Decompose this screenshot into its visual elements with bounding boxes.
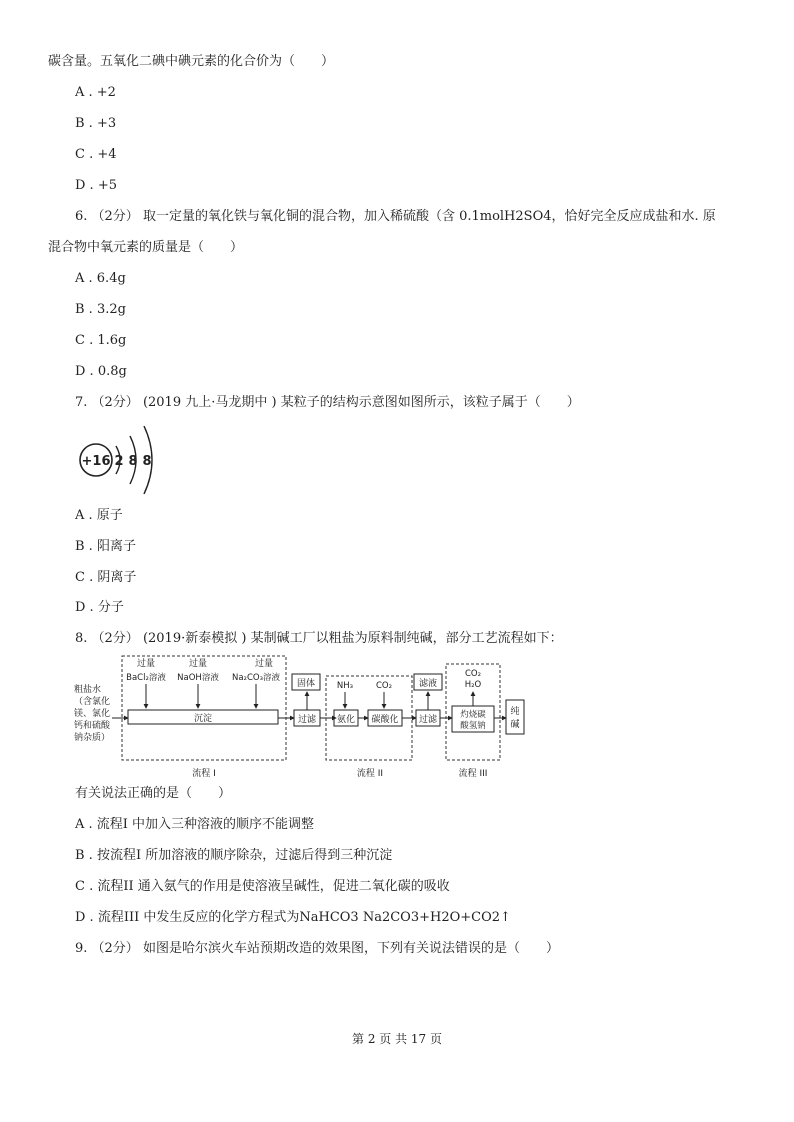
q6-option-a[interactable]: A . 6.4g bbox=[75, 271, 126, 286]
filter-1-label: 过滤 bbox=[297, 715, 317, 725]
filtrate-label: 滤液 bbox=[418, 679, 438, 689]
gas-co2: CO₂ bbox=[464, 669, 482, 679]
q8-stem: 8. （2分） (2019·新泰模拟 ) 某制碱工厂以粗盐为原料制纯碱，部分工艺流程如下： bbox=[75, 631, 563, 646]
process-3-label: 流程 III bbox=[458, 769, 488, 779]
q8-question: 有关说法正确的是（ ） bbox=[75, 786, 232, 801]
precipitation-label: 沉淀 bbox=[193, 714, 213, 724]
q5-option-d[interactable]: D . +5 bbox=[75, 178, 117, 193]
q7-option-b[interactable]: B . 阳离子 bbox=[75, 539, 136, 554]
input-line-4: 钙和硫酸 bbox=[74, 721, 111, 731]
page-footer: 第 2 页 共 17 页 bbox=[352, 1032, 442, 1046]
nucleus-charge: +16 bbox=[81, 454, 111, 469]
input-line-3: 镁、氯化 bbox=[74, 709, 111, 719]
carbonation-label: 碳酸化 bbox=[371, 715, 399, 725]
excess-1: 过量 bbox=[136, 659, 156, 669]
nh3-label: NH₃ bbox=[336, 681, 354, 691]
input-line-5: 钠杂质） bbox=[74, 733, 111, 743]
calcination-line-2: 酸氢钠 bbox=[460, 721, 486, 731]
input-line-1: 粗盐水 bbox=[74, 685, 102, 695]
co2-label: CO₂ bbox=[375, 681, 393, 691]
q8-option-a[interactable]: A . 流程I 中加入三种溶液的顺序不能调整 bbox=[75, 817, 315, 832]
atom-structure-diagram bbox=[70, 418, 180, 498]
reagent-na2co3: Na₂CO₃溶液 bbox=[231, 673, 281, 683]
q5-option-b[interactable]: B . +3 bbox=[75, 116, 117, 131]
q7-option-a[interactable]: A . 原子 bbox=[75, 508, 123, 523]
reagent-naoh: NaOH溶液 bbox=[177, 673, 219, 683]
q9-stem: 9. （2分） 如图是哈尔滨火车站预期改造的效果图，下列有关说法错误的是（ ） bbox=[75, 941, 559, 956]
ammoniation-label: 氨化 bbox=[336, 715, 356, 725]
q6-stem: 6. （2分） 取一定量的氧化铁与氧化铜的混合物，加入稀硫酸（含 0.1molH2SO4，恰好完全反应成盐和水. 原 bbox=[75, 209, 716, 224]
process-1-label: 流程 I bbox=[192, 769, 216, 779]
excess-2: 过量 bbox=[188, 659, 208, 669]
process-2-label: 流程 II bbox=[356, 769, 384, 779]
solid-label: 固体 bbox=[296, 679, 316, 689]
shell-2-electrons: 8 bbox=[128, 454, 138, 469]
filter-2-label: 过滤 bbox=[418, 715, 438, 725]
q8-option-d[interactable]: D . 流程III 中发生反应的化学方程式为NaHCO3 Na2CO3+H2O+CO2↑ bbox=[75, 910, 511, 925]
reagent-bacl2: BaCl₂溶液 bbox=[126, 673, 166, 683]
q6-option-d[interactable]: D . 0.8g bbox=[75, 364, 127, 379]
q8-option-c[interactable]: C . 流程II 通入氨气的作用是使溶液呈碱性，促进二氧化碳的吸收 bbox=[75, 879, 450, 894]
excess-3: 过量 bbox=[254, 659, 274, 669]
q7-option-d[interactable]: D . 分子 bbox=[75, 600, 124, 615]
q6-stem-cont: 混合物中氧元素的质量是（ ） bbox=[48, 240, 244, 255]
q8-option-b[interactable]: B . 按流程I 所加溶液的顺序除杂，过滤后得到三种沉淀 bbox=[75, 848, 393, 863]
gas-h2o: H₂O bbox=[464, 680, 482, 690]
shell-3-electrons: 8 bbox=[142, 454, 152, 469]
q5-stem-tail: 碳含量。五氧化二碘中碘元素的化合价为（ ） bbox=[48, 54, 335, 69]
q6-option-c[interactable]: C . 1.6g bbox=[75, 333, 127, 348]
q6-option-b[interactable]: B . 3.2g bbox=[75, 302, 126, 317]
soda-ash-char-1: 纯 bbox=[510, 707, 520, 717]
q7-option-c[interactable]: C . 阴离子 bbox=[75, 570, 137, 585]
soda-ash-char-2: 碱 bbox=[510, 720, 520, 730]
process-1-box bbox=[122, 656, 286, 760]
shell-1-electrons: 2 bbox=[114, 454, 124, 469]
process-flow-diagram bbox=[70, 652, 530, 782]
q5-option-c[interactable]: C . +4 bbox=[75, 147, 117, 162]
q5-option-a[interactable]: A . +2 bbox=[75, 85, 116, 100]
calcination-line-1: 灼烧碳 bbox=[460, 710, 486, 720]
input-line-2: （含氯化 bbox=[74, 697, 111, 707]
q7-stem: 7. （2分） (2019 九上·马龙期中 ) 某粒子的结构示意图如图所示，该粒子属于（ ） bbox=[75, 395, 580, 410]
